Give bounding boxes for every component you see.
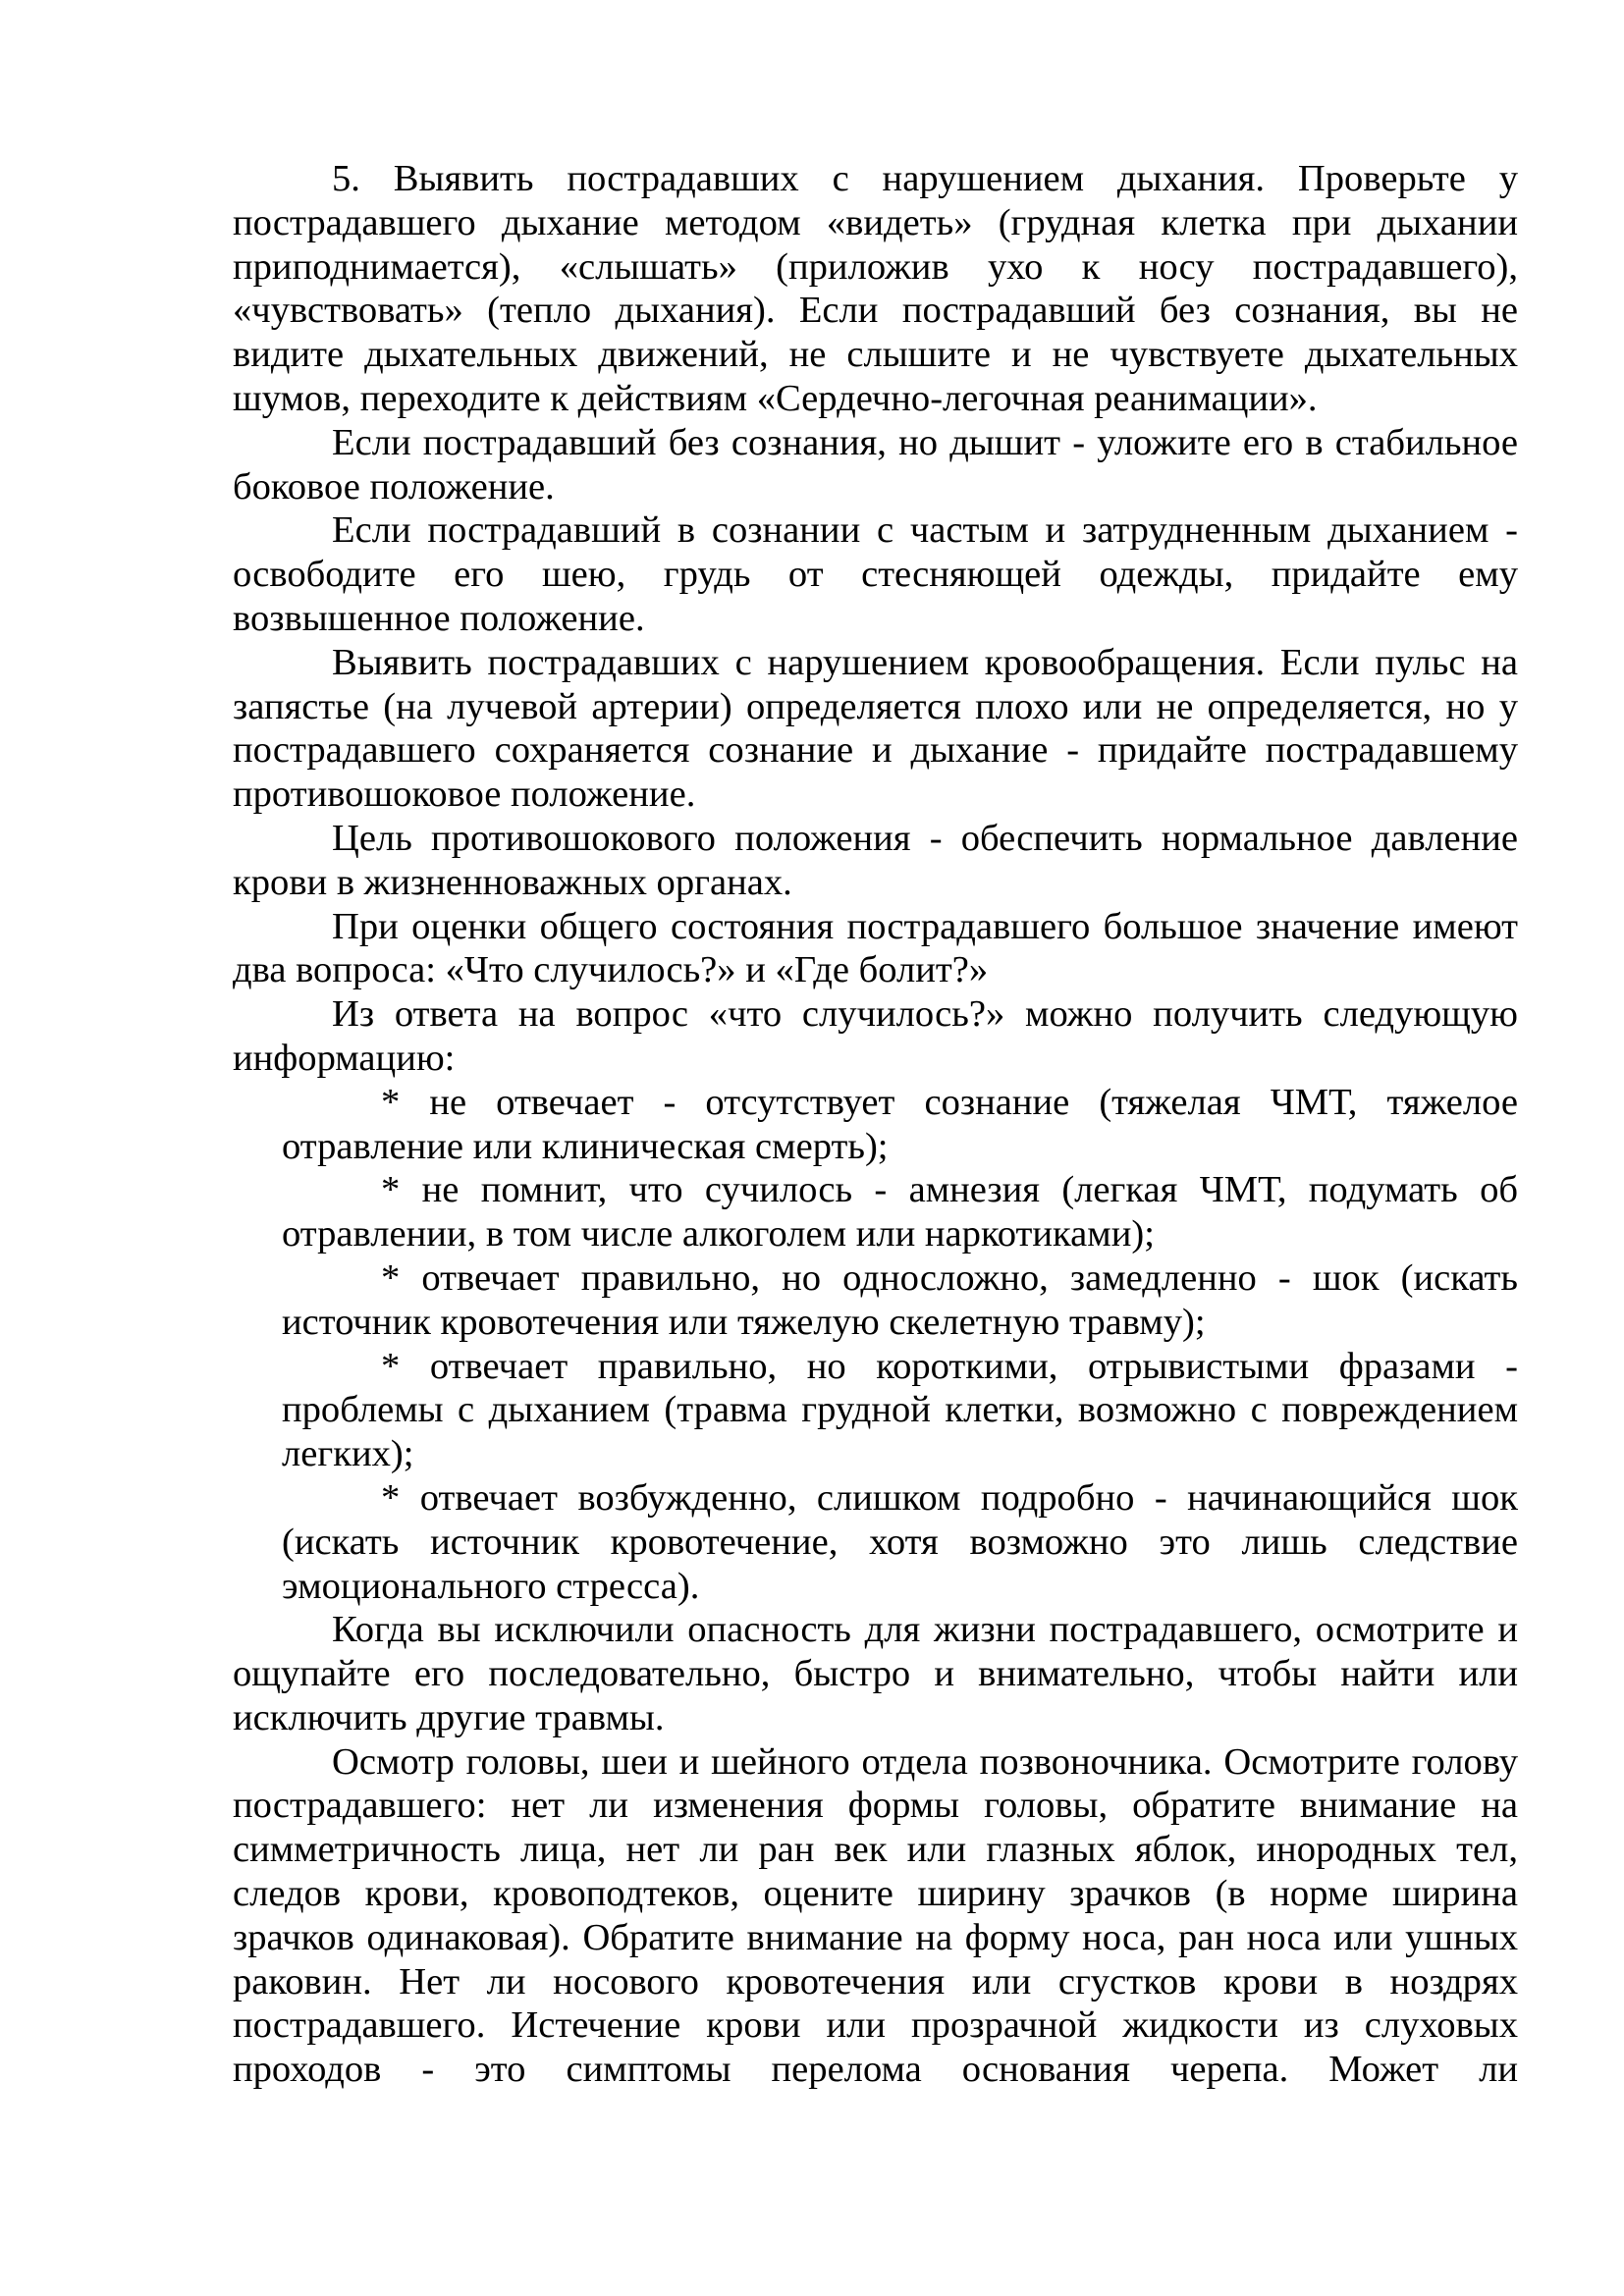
paragraph: Осмотр головы, шеи и шейного отдела позвоночника. Осмотрите голову пострадавшего: нет ли изменения формы головы, обратите внимание на симметричность лица, нет ли ран век или глазных яблок, инородных тел, следов крови, кровоподтеков, оцените ширину зрачков (в норме ширина зрачков одинаковая). Обратите внимание на форму носа, ран носа или ушных раковин. Нет ли носового кровотечения или сгустков крови в ноздрях пострадавшего. Истечение крови или прозрачной жидкости из слуховых проходов - это симптомы перелома основания черепа. Может ли: [233, 1740, 1518, 2091]
paragraph: Если пострадавший без сознания, но дышит - уложите его в стабильное боковое положение.: [233, 421, 1518, 507]
list-item: * отвечает возбужденно, слишком подробно - начинающийся шок (искать источник кровотечение, хотя возможно это лишь следствие эмоционального стресса).: [282, 1476, 1518, 1607]
list-item: * не отвечает - отсутствует сознание (тяжелая ЧМТ, тяжелое отравление или клиническая смерть);: [282, 1081, 1518, 1167]
paragraph: Выявить пострадавших с нарушением кровообращения. Если пульс на запястье (на лучевой артерии) определяется плохо или не определяется, но у пострадавшего сохраняется сознание и дыхание - придайте пострадавшему противошоковое положение.: [233, 641, 1518, 816]
document-page: [233, 157, 1518, 2092]
paragraph: Если пострадавший в сознании с частым и затрудненным дыханием - освободите его шею, грудь от стесняющей одежды, придайте ему возвышенное положение.: [233, 509, 1518, 639]
list-item: * отвечает правильно, но односложно, замедленно - шок (искать источник кровотечения или тяжелую скелетную травму);: [282, 1256, 1518, 1343]
list-item: * не помнит, что сучилось - амнезия (легкая ЧМТ, подумать об отравлении, в том числе алкоголем или наркотиками);: [282, 1169, 1518, 1255]
list-item: * отвечает правильно, но короткими, отрывистыми фразами - проблемы с дыханием (травма грудной клетки, возможно с повреждением легких);: [282, 1345, 1518, 1475]
paragraph: Когда вы исключили опасность для жизни пострадавшего, осмотрите и ощупайте его последовательно, быстро и внимательно, чтобы найти или исключить другие травмы.: [233, 1609, 1518, 1738]
paragraph: 5. Выявить пострадавших с нарушением дыхания. Проверьте у пострадавшего дыхание методом «видеть» (грудная клетка при дыхании приподнимается), «слышать» (приложив ухо к носу пострадавшего), «чувствовать» (тепло дыхания). Если пострадавший без сознания, вы не видите дыхательных движений, не слышите и не чувствуете дыхательных шумов, переходите к действиям «Сердечно-легочная реанимации».: [233, 158, 1518, 419]
paragraph: Цель противошокового положения - обеспечить нормальное давление крови в жизненноважных органах.: [233, 817, 1518, 903]
paragraph: При оценки общего состояния пострадавшего большое значение имеют два вопроса: «Что случилось?» и «Где болит?»: [233, 905, 1518, 991]
paragraph: Из ответа на вопрос «что случилось?» можно получить следующую информацию:: [233, 993, 1518, 1079]
